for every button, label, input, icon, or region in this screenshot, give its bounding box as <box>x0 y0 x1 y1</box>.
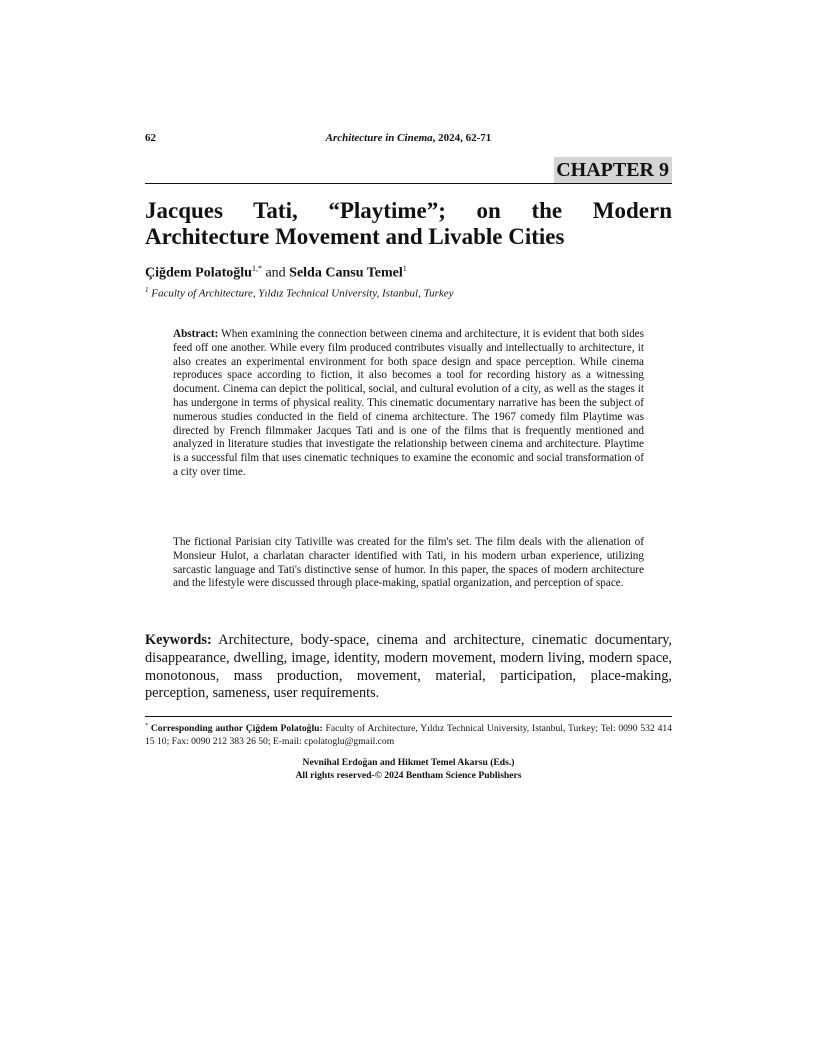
author-1-affiliation-mark: 1,* <box>251 264 262 273</box>
rights-line: All rights reserved-© 2024 Bentham Science Publishers <box>295 770 522 781</box>
corresponding-author-footnote <box>145 720 672 748</box>
journal-title: Architecture in Cinema <box>325 132 433 144</box>
title-line-1: Jacques Tati, “Playtime”; on the Modern <box>145 198 672 223</box>
affiliation <box>145 286 454 300</box>
author-connector: and <box>261 265 290 281</box>
footnote-rule <box>145 716 672 717</box>
author-list <box>145 264 407 282</box>
author-2-affiliation-mark: 1 <box>402 264 407 273</box>
page-number: 62 <box>145 132 156 144</box>
affiliation-text: Faculty of Architecture, Yıldız Technical University, Istanbul, Turkey <box>148 287 454 300</box>
editors-line: Nevnihal Erdoğan and Hikmet Temel Akarsu (Eds.) <box>302 757 515 768</box>
footnote-label: Corresponding author Çiğdem Polatoğlu: <box>148 723 323 735</box>
abstract-paragraph-2: The fictional Parisian city Tativille was created for the film's set. The film deals with the alienation of Monsieur Hulot, a charlatan character identified with Tati, in his modern urban experience, utilizing sarcastic language and Tati's distinctive sense of humor. In this paper, the spaces of modern architecture and the lifestyle were discussed through place-making, spatial organization, and perception of space. <box>173 536 644 590</box>
journal-citation: , 2024, 62-71 <box>432 132 492 144</box>
paper-title <box>145 198 672 250</box>
header-rule <box>145 183 672 184</box>
keywords <box>145 632 672 703</box>
affiliation-mark: 1 <box>145 286 149 294</box>
title-line-2: Architecture Movement and Livable Cities <box>145 224 565 249</box>
keywords-text: Architecture, body-space, cinema and architecture, cinematic documentary, disappearance, dwelling, image, identity, modern movement, modern living, modern space, monotonous, mass production, movement, material, participation, place-making, perception, sameness, user requirements. <box>145 632 672 702</box>
abstract-paragraph-1 <box>173 328 644 480</box>
author-1-name: Çiğdem Polatoğlu <box>145 265 252 281</box>
keywords-label: Keywords: <box>145 632 212 648</box>
chapter-label: CHAPTER 9 <box>554 157 672 183</box>
author-2-name: Selda Cansu Temel <box>289 265 403 281</box>
publisher-block <box>145 756 672 782</box>
footnote-text: Faculty of Architecture, Yıldız Technical University, Istanbul, Turkey; Tel: 0090 532 414 15 10; Fax: 0090 212 383 26 50; E-mail: cpolatoglu@gmail.com <box>145 723 672 748</box>
running-head <box>145 132 672 144</box>
footnote-mark: * <box>145 723 148 729</box>
abstract-label: Abstract: <box>173 328 219 340</box>
abstract-text-1: When examining the connection between cinema and architecture, it is evident that both sides feed off one another. While every film produced contributes visually and intellectually to architecture, it also creates an experimental environment for both space design and space perception. While cinema reproduces space according to fiction, it also becomes a tool for recording history as a witnessing document. Cinema can depict the political, social, and cultural evolution of a city, as well as the stages it has undergone in terms of physical reality. This cinematic documentary narrative has been the subject of numerous studies conducted in the field of cinema architecture. The 1967 comedy film Playtime was directed by French filmmaker Jacques Tati and is one of the films that is frequently mentioned and analyzed in literature studies that investigate the relationship between cinema and architecture. Playtime is a successful film that uses cinematic techniques to examine the economic and social transformation of a city over time. <box>173 328 644 478</box>
